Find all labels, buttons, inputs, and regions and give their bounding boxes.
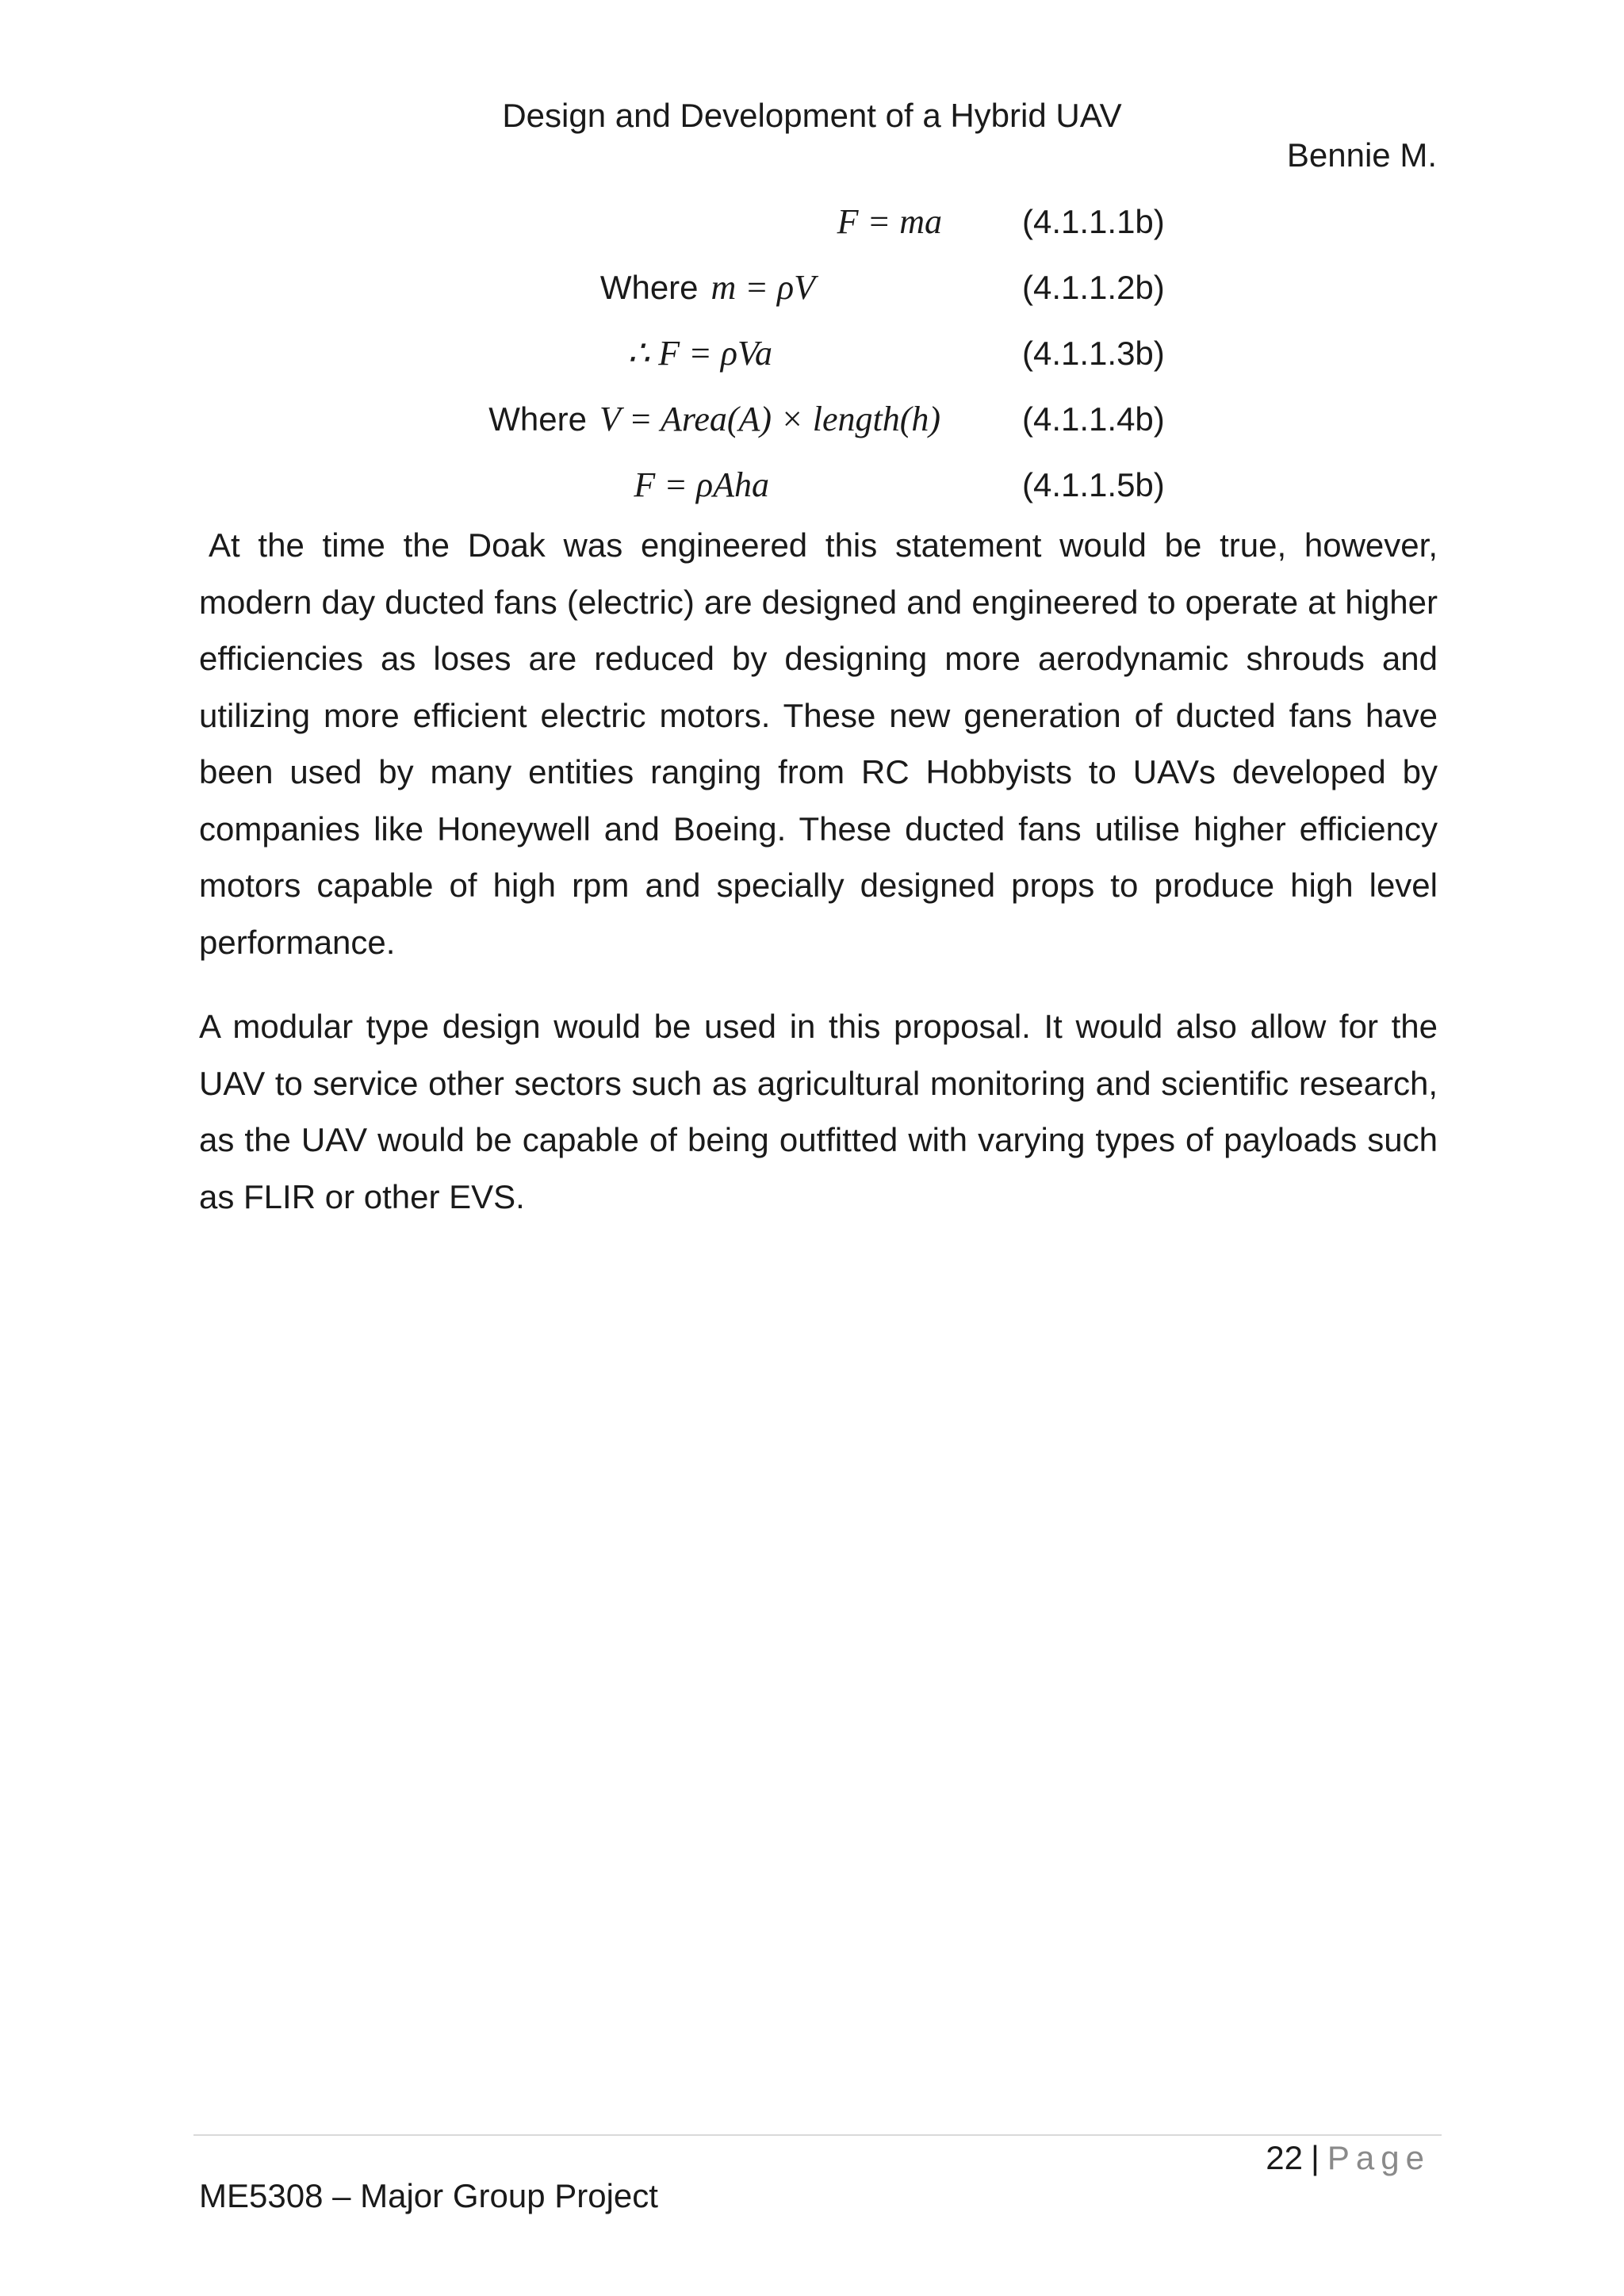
equation-number: (4.1.1.3b) [1022,335,1165,372]
equation-number: (4.1.1.2b) [1022,269,1165,306]
equation-row [0,396,1624,443]
body-paragraph: A modular type design would be used in this proposal. It would also allow for the UAV to service other sectors such as agricultural monitoring and scientific research, as the UAV would be capable of being outfitted with varying types of payloads such as FLIR or other EVS. [199,1008,1438,1215]
page-header-title: Design and Development of a Hybrid UAV [502,97,1122,134]
equation-number: (4.1.1.1b) [1022,203,1165,240]
page-header-author: Bennie M. [1286,136,1437,174]
equation-expression: F = ma [837,202,942,241]
equation-prefix: Where [488,400,587,438]
body-paragraph: At the time the Doak was engineered this statement would be true, however, modern day ducted fans (electric) are designed and engineered to operate at higher efficiencies as loses are reduced by designing more aerodynamic shrouds and utilizing more efficient electric motors. These new generation of ducted fans have been used by many entities ranging from RC Hobbyists to UAVs developed by companies like Honeywell and Boeing. These ducted fans utilise higher efficiency motors capable of high rpm and specially designed props to produce high level performance. [199,526,1438,961]
footer-rule [193,2134,1442,2136]
page-label: Page [1327,2139,1431,2176]
equation-prefix: Where [599,269,699,306]
page-number [1266,2134,1431,2182]
equation-row [0,264,1624,312]
equation-expression: F = ρAha [634,465,769,504]
page-number-value: 22 [1266,2139,1303,2176]
equation-number: (4.1.1.4b) [1022,400,1165,438]
page-number-separator: | [1310,2139,1320,2176]
equation-row [0,461,1624,509]
equation-row [0,330,1624,377]
equation-expression: V = Area(A) × length(h) [599,400,940,438]
equation-expression: m = ρV [710,268,815,307]
equation-expression: ∴ F = ρVa [627,334,772,373]
equation-number: (4.1.1.5b) [1022,466,1165,503]
footer-project: ME5308 – Major Group Project [199,2177,658,2214]
equation-row [0,198,1624,246]
